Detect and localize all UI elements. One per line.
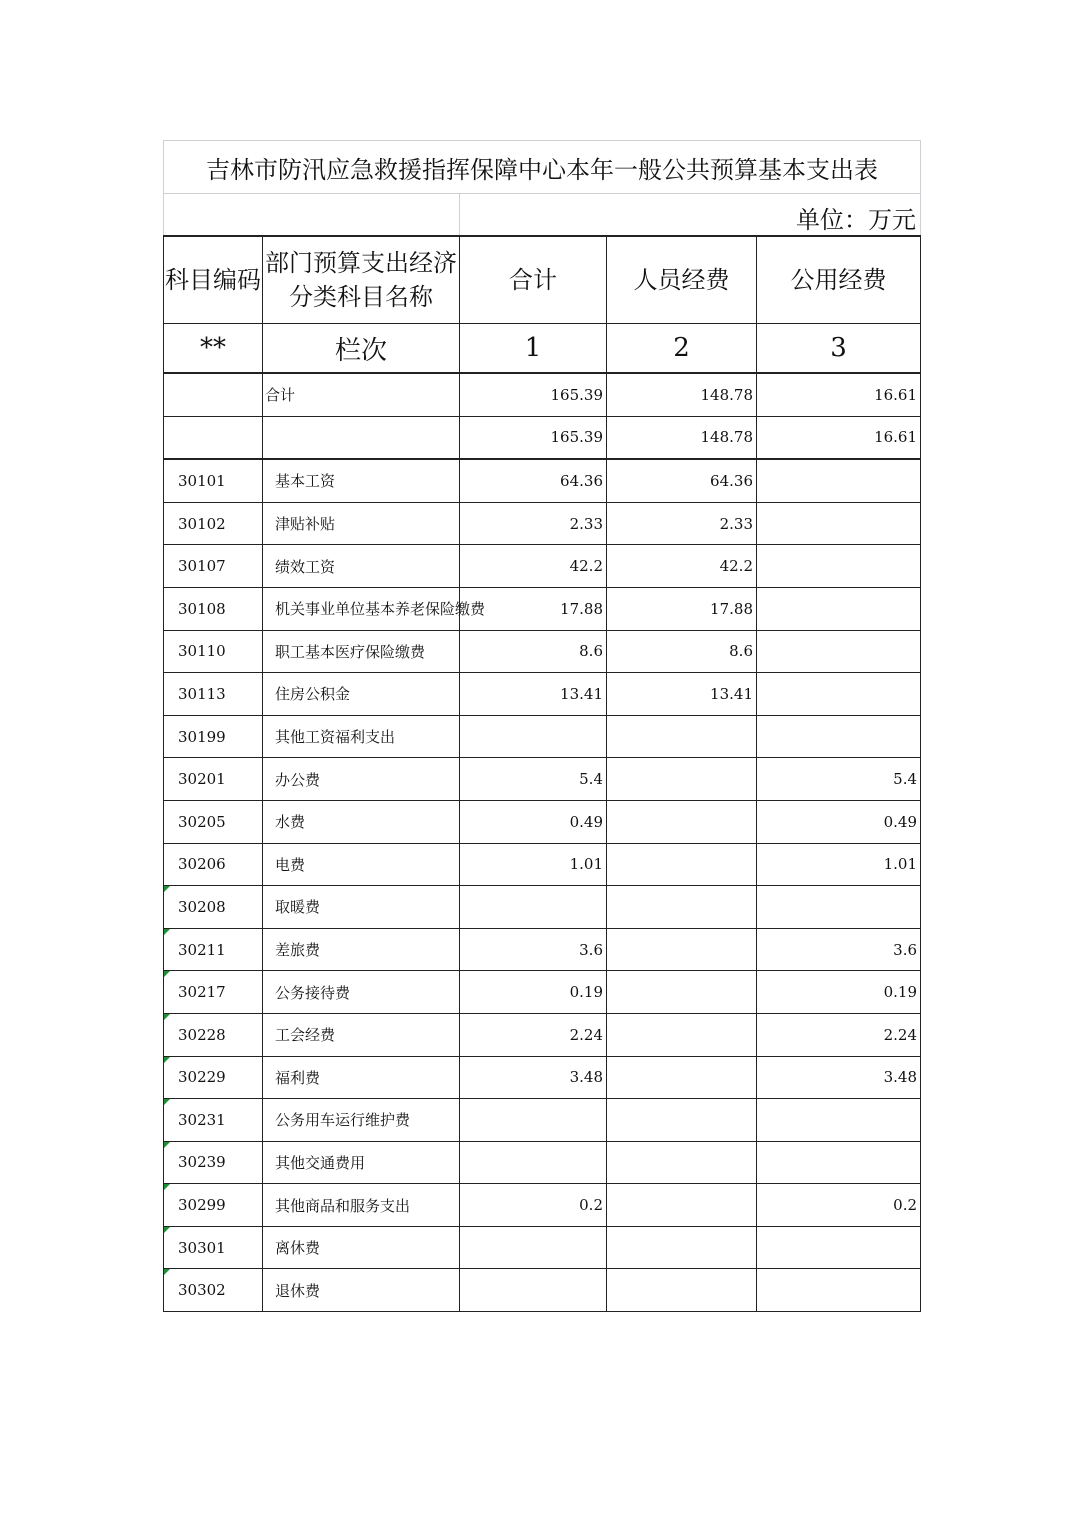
total-cell: 165.39 [460,373,607,416]
personnel-cell [607,886,757,929]
table-row [164,928,921,971]
name-cell: 机关事业单位基本养老保险缴费 [263,587,460,630]
code-cell: 30201 [164,758,263,801]
personnel-cell [607,1013,757,1056]
table-title: 吉林市防汛应急救援指挥保障中心本年一般公共预算基本支出表 [164,141,921,194]
public-cell: 5.4 [757,758,921,801]
personnel-cell [607,1269,757,1312]
total-cell: 17.88 [460,587,607,630]
header-personnel: 人员经费 [607,236,757,324]
code-cell: 30208 [164,886,263,929]
table-row [164,800,921,843]
name-cell: 退休费 [263,1269,460,1312]
name-cell: 基本工资 [263,459,460,502]
personnel-cell [607,1099,757,1142]
name-cell: 离休费 [263,1226,460,1269]
code-cell: 30199 [164,715,263,758]
personnel-cell [607,1184,757,1227]
code-cell: 30206 [164,843,263,886]
code-cell: 30102 [164,502,263,545]
public-cell: 16.61 [757,373,921,416]
public-cell: 0.19 [757,971,921,1014]
name-cell: 其他商品和服务支出 [263,1184,460,1227]
public-cell [757,886,921,929]
table-row [164,1141,921,1184]
table-row [164,373,921,416]
total-cell: 42.2 [460,545,607,588]
total-cell: 5.4 [460,758,607,801]
personnel-cell: 13.41 [607,673,757,716]
code-cell: 30239 [164,1141,263,1184]
table-row [164,886,921,929]
name-cell: 其他交通费用 [263,1141,460,1184]
public-cell: 1.01 [757,843,921,886]
code-cell: 30299 [164,1184,263,1227]
table-row [164,545,921,588]
total-cell: 1.01 [460,843,607,886]
total-cell [460,1099,607,1142]
budget-table [163,140,921,1312]
table-row [164,416,921,459]
code-cell: 30110 [164,630,263,673]
name-cell: 绩效工资 [263,545,460,588]
public-cell [757,630,921,673]
name-cell: 办公费 [263,758,460,801]
table-row [164,1013,921,1056]
code-cell: 30113 [164,673,263,716]
personnel-cell: 8.6 [607,630,757,673]
header-public: 公用经费 [757,236,921,324]
name-cell: 津贴补贴 [263,502,460,545]
public-cell: 0.2 [757,1184,921,1227]
name-cell: 福利费 [263,1056,460,1099]
column-index-row [164,324,921,374]
header-name: 部门预算支出经济分类科目名称 [263,236,460,324]
total-cell: 0.19 [460,971,607,1014]
personnel-cell [607,1226,757,1269]
total-cell: 13.41 [460,673,607,716]
name-cell: 取暖费 [263,886,460,929]
code-cell: 30107 [164,545,263,588]
public-cell: 3.6 [757,928,921,971]
public-cell [757,1141,921,1184]
table-row [164,1099,921,1142]
header-code: 科目编码 [164,236,263,324]
public-cell [757,673,921,716]
personnel-cell [607,928,757,971]
index-public: 3 [757,324,921,374]
public-cell: 3.48 [757,1056,921,1099]
total-cell: 3.48 [460,1056,607,1099]
total-cell: 3.6 [460,928,607,971]
personnel-cell [607,1141,757,1184]
code-cell: 30205 [164,800,263,843]
table-row [164,1269,921,1312]
personnel-cell: 148.78 [607,416,757,459]
personnel-cell: 64.36 [607,459,757,502]
unit-row [164,194,921,237]
public-cell: 2.24 [757,1013,921,1056]
table-row [164,459,921,502]
public-cell [757,459,921,502]
table-row [164,673,921,716]
title-row [164,141,921,194]
name-cell: 职工基本医疗保险缴费 [263,630,460,673]
personnel-cell [607,843,757,886]
index-code: ** [164,324,263,374]
name-cell: 工会经费 [263,1013,460,1056]
table-row [164,1226,921,1269]
total-cell [460,1269,607,1312]
code-cell: 30108 [164,587,263,630]
total-cell: 0.49 [460,800,607,843]
public-cell [757,1226,921,1269]
total-cell: 64.36 [460,459,607,502]
name-cell: 公务接待费 [263,971,460,1014]
personnel-cell [607,1056,757,1099]
table-row [164,502,921,545]
unit-blank-cell [164,194,460,237]
name-cell: 差旅费 [263,928,460,971]
public-cell [757,715,921,758]
index-personnel: 2 [607,324,757,374]
total-cell: 8.6 [460,630,607,673]
table-row [164,1184,921,1227]
total-cell: 2.33 [460,502,607,545]
name-cell: 电费 [263,843,460,886]
code-cell: 30229 [164,1056,263,1099]
total-cell [460,1141,607,1184]
personnel-cell: 2.33 [607,502,757,545]
code-cell: 30231 [164,1099,263,1142]
name-cell: 公务用车运行维护费 [263,1099,460,1142]
name-cell: 其他工资福利支出 [263,715,460,758]
code-cell: 30302 [164,1269,263,1312]
code-cell: 30301 [164,1226,263,1269]
unit-label: 单位：万元 [460,194,921,237]
public-cell [757,545,921,588]
table-row [164,1056,921,1099]
public-cell [757,1269,921,1312]
public-cell: 0.49 [757,800,921,843]
total-cell [460,1226,607,1269]
table-row [164,630,921,673]
code-cell [164,416,263,459]
personnel-cell [607,715,757,758]
personnel-cell: 148.78 [607,373,757,416]
public-cell [757,1099,921,1142]
table-row [164,587,921,630]
code-cell [164,373,263,416]
personnel-cell: 17.88 [607,587,757,630]
budget-sheet [163,140,920,1312]
header-row [164,236,921,324]
name-cell [263,416,460,459]
code-cell: 30217 [164,971,263,1014]
total-cell [460,886,607,929]
total-cell: 165.39 [460,416,607,459]
table-row [164,971,921,1014]
public-cell [757,587,921,630]
personnel-cell [607,971,757,1014]
name-cell: 水费 [263,800,460,843]
code-cell: 30101 [164,459,263,502]
index-total: 1 [460,324,607,374]
total-cell: 0.2 [460,1184,607,1227]
table-row [164,843,921,886]
public-cell [757,502,921,545]
name-cell: 合计 [263,373,460,416]
header-total: 合计 [460,236,607,324]
code-cell: 30228 [164,1013,263,1056]
code-cell: 30211 [164,928,263,971]
personnel-cell [607,758,757,801]
total-cell: 2.24 [460,1013,607,1056]
personnel-cell: 42.2 [607,545,757,588]
index-name: 栏次 [263,324,460,374]
table-row [164,715,921,758]
name-cell: 住房公积金 [263,673,460,716]
public-cell: 16.61 [757,416,921,459]
table-row [164,758,921,801]
total-cell [460,715,607,758]
personnel-cell [607,800,757,843]
